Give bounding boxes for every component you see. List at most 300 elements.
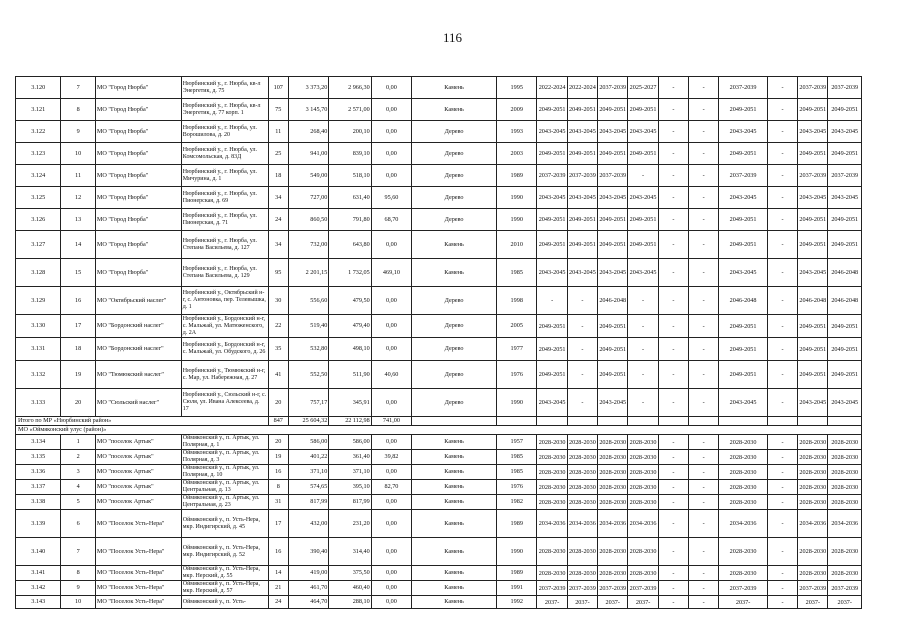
repair-period-cell: 2043-2045 [567,187,597,209]
sub-number-cell: 7 [61,77,95,99]
repair-period-cell: - [658,187,688,209]
repair-period-cell: 2049-2051 [828,143,862,165]
row-number-cell: 3.125 [16,187,61,209]
summary-total-label: Итого по МР «Нюрбинский район» [16,417,269,426]
repair-period-cell: 2046-2048 [828,259,862,287]
municipality-cell: МО "Бордонский наслег" [95,315,181,338]
row-number-cell: 3.134 [16,435,61,450]
living-area-cell: 791,80 [329,209,371,231]
sub-number-cell: 2 [61,450,95,465]
repair-period-cell: 2028-2030 [598,480,628,495]
repair-period-cell: 2043-2045 [628,121,658,143]
repair-period-cell: - [689,77,719,99]
repair-period-cell: 2049-2051 [828,361,862,389]
nonresidential-area-cell: 0,00 [371,338,411,361]
row-number-cell: 3.138 [16,495,61,510]
repair-period-cell: 2028-2030 [598,566,628,581]
repair-period-cell: 2049-2051 [798,143,828,165]
summary-empty-cell [497,417,537,426]
table-row [16,338,862,361]
table-row [16,566,862,581]
repair-period-cell: - [689,538,719,566]
repair-period-cell: - [658,510,688,538]
housing-table [15,76,862,609]
repair-period-cell: 2049-2051 [828,338,862,361]
wall-material-cell: Камень [412,435,497,450]
repair-period-cell: 2049-2051 [598,209,628,231]
repair-period-cell: 2028-2030 [798,450,828,465]
wall-material-cell: Камень [412,596,497,609]
repair-period-cell: 2043-2045 [598,121,628,143]
row-number-cell: 3.130 [16,315,61,338]
repair-period-cell: 2028-2030 [828,495,862,510]
repair-period-cell: - [658,480,688,495]
row-number-cell: 3.124 [16,165,61,187]
summary-nonresidential-area: 741,00 [371,417,411,426]
living-area-cell: 498,10 [329,338,371,361]
repair-period-cell: - [767,187,797,209]
sub-number-cell: 7 [61,538,95,566]
repair-period-cell: 2049-2051 [537,338,567,361]
repair-period-cell: 2049-2051 [798,315,828,338]
repair-period-cell: 2049-2051 [537,209,567,231]
living-area-cell: 479,40 [329,315,371,338]
table-row [16,435,862,450]
repair-period-cell: 2028-2030 [598,450,628,465]
count-cell: 34 [268,187,288,209]
table-row [16,121,862,143]
sub-number-cell: 10 [61,596,95,609]
address-cell: Оймяконский у., п. Усть-Нера, мкр. Нерский, д. 57 [181,581,268,596]
repair-period-cell: 2043-2045 [537,121,567,143]
repair-period-cell: 2049-2051 [798,338,828,361]
repair-period-cell: - [658,435,688,450]
repair-period-cell: 2028-2030 [628,435,658,450]
count-cell: 34 [268,231,288,259]
repair-period-cell: - [689,596,719,609]
repair-period-cell: - [628,361,658,389]
repair-period-cell: 2028-2030 [628,495,658,510]
address-cell: Оймяконский у., п. Артык, ул. Центральная, д. 13 [181,480,268,495]
total-area-cell: 532,80 [288,338,328,361]
repair-period-cell: - [767,538,797,566]
year-built-cell: 1990 [497,538,537,566]
address-cell: Оймяконский у., п. Артык, ул. Центральная, д. 23 [181,495,268,510]
nonresidential-area-cell: 0,00 [371,389,411,417]
repair-period-cell: 2028-2030 [828,465,862,480]
repair-period-cell: - [767,361,797,389]
repair-period-cell: 2037-2039 [537,581,567,596]
nonresidential-area-cell: 0,00 [371,231,411,259]
wall-material-cell: Дерево [412,389,497,417]
address-cell: Оймяконский у., п. Артык, ул. Полярная, д. 3 [181,450,268,465]
nonresidential-area-cell: 68,70 [371,209,411,231]
repair-period-cell: - [658,209,688,231]
repair-period-cell: - [689,435,719,450]
repair-period-cell: 2046-2048 [798,287,828,315]
repair-period-cell: 2028-2030 [828,480,862,495]
municipality-cell: МО "Город Нюрба" [95,143,181,165]
year-built-cell: 1985 [497,259,537,287]
repair-period-cell: 2028-2030 [598,465,628,480]
wall-material-cell: Камень [412,259,497,287]
nonresidential-area-cell: 0,00 [371,121,411,143]
repair-period-cell: - [567,287,597,315]
repair-period-cell: 2037-2039 [598,165,628,187]
sub-number-cell: 19 [61,361,95,389]
sub-number-cell: 9 [61,121,95,143]
sub-number-cell: 13 [61,209,95,231]
summary-empty-cell [767,417,797,426]
repair-period-cell: 2028-2030 [719,465,768,480]
year-built-cell: 1976 [497,480,537,495]
summary-empty-cell [598,417,628,426]
nonresidential-area-cell: 39,82 [371,450,411,465]
repair-period-cell: 2028-2030 [537,450,567,465]
repair-period-cell: 2037-2039 [598,77,628,99]
municipality-cell: МО "Город Нюрба" [95,231,181,259]
repair-period-cell: 2049-2051 [537,315,567,338]
year-built-cell: 2005 [497,315,537,338]
municipality-cell: МО "Поселок Усть-Нера" [95,510,181,538]
nonresidential-area-cell: 0,00 [371,495,411,510]
row-number-cell: 3.127 [16,231,61,259]
repair-period-cell: 2049-2051 [828,231,862,259]
municipality-cell: МО "Октябрьский наслег" [95,287,181,315]
row-number-cell: 3.141 [16,566,61,581]
sub-number-cell: 5 [61,495,95,510]
address-cell: Оймяконский у., п. Усть-Нера, мкр. Индигирский, д. 45 [181,510,268,538]
count-cell: 11 [268,121,288,143]
repair-period-cell: - [767,581,797,596]
repair-period-cell: - [689,259,719,287]
repair-period-cell: 2049-2051 [719,209,768,231]
year-built-cell: 1985 [497,465,537,480]
living-area-cell: 375,50 [329,566,371,581]
repair-period-cell: 2043-2045 [828,389,862,417]
repair-period-cell: 2049-2051 [598,99,628,121]
repair-period-cell: 2028-2030 [798,566,828,581]
sub-number-cell: 20 [61,389,95,417]
repair-period-cell: 2028-2030 [719,480,768,495]
total-area-cell: 464,70 [288,596,328,609]
living-area-cell: 460,40 [329,581,371,596]
living-area-cell: 200,10 [329,121,371,143]
repair-period-cell: - [658,99,688,121]
address-cell: Оймяконский у., п. Усть-Нера, мкр. Нерский, д. 55 [181,566,268,581]
wall-material-cell: Дерево [412,187,497,209]
repair-period-cell: 2043-2045 [719,121,768,143]
repair-period-cell: - [658,581,688,596]
total-area-cell: 757,17 [288,389,328,417]
address-cell: Нюрбинский у., Бордонский н-г, с. Мальжай, ул. Обудского, д. 26 [181,338,268,361]
repair-period-cell: 2049-2051 [828,209,862,231]
table-row [16,596,862,609]
municipality-cell: МО "Поселок Усть-Нера" [95,566,181,581]
table-row [16,231,862,259]
year-built-cell: 1976 [497,361,537,389]
total-area-cell: 2 201,15 [288,259,328,287]
living-area-cell: 361,40 [329,450,371,465]
sub-number-cell: 10 [61,143,95,165]
repair-period-cell: - [628,315,658,338]
municipality-cell: МО "поселок Артык" [95,435,181,450]
count-cell: 107 [268,77,288,99]
sub-number-cell: 17 [61,315,95,338]
row-number-cell: 3.143 [16,596,61,609]
repair-period-cell: - [689,581,719,596]
repair-period-cell: - [689,566,719,581]
wall-material-cell: Дерево [412,287,497,315]
nonresidential-area-cell: 0,00 [371,287,411,315]
summary-empty-cell [567,417,597,426]
repair-period-cell: - [658,143,688,165]
repair-period-cell: 2028-2030 [628,450,658,465]
year-built-cell: 1992 [497,596,537,609]
repair-period-cell: 2037-2039 [537,165,567,187]
total-area-cell: 556,60 [288,287,328,315]
nonresidential-area-cell: 40,60 [371,361,411,389]
repair-period-cell: 2049-2051 [719,338,768,361]
repair-period-cell: 2049-2051 [598,231,628,259]
repair-period-cell: 2049-2051 [828,315,862,338]
repair-period-cell: 2043-2045 [628,187,658,209]
repair-period-cell: 2028-2030 [628,480,658,495]
repair-period-cell: 2028-2030 [567,566,597,581]
housing-table-wrapper [15,76,862,609]
repair-period-cell: 2034-2036 [628,510,658,538]
repair-period-cell: 2028-2030 [719,435,768,450]
row-number-cell: 3.135 [16,450,61,465]
repair-period-cell: - [767,209,797,231]
repair-period-cell: - [689,121,719,143]
address-cell: Нюрбинский у., г. Нюрба, ул. Пионерская, д. 69 [181,187,268,209]
repair-period-cell: 2025-2027 [628,77,658,99]
repair-period-cell: - [567,338,597,361]
nonresidential-area-cell: 0,00 [371,435,411,450]
repair-period-cell: 2049-2051 [567,99,597,121]
repair-period-cell: 2049-2051 [719,361,768,389]
municipality-cell: МО "поселок Артык" [95,465,181,480]
address-cell: Нюрбинский у., г. Нюрба, ул. Мичурина, д. 1 [181,165,268,187]
repair-period-cell: - [658,566,688,581]
repair-period-cell: - [689,361,719,389]
repair-period-cell: - [689,480,719,495]
repair-period-cell: 2028-2030 [567,450,597,465]
total-area-cell: 941,00 [288,143,328,165]
living-area-cell: 314,40 [329,538,371,566]
address-cell: Нюрбинский у., г. Нюрба, ул. Ворошилова, д. 20 [181,121,268,143]
municipality-cell: МО "Город Нюрба" [95,99,181,121]
repair-period-cell: 2043-2045 [719,389,768,417]
wall-material-cell: Камень [412,495,497,510]
living-area-cell: 395,10 [329,480,371,495]
repair-period-cell: 2046-2048 [828,287,862,315]
wall-material-cell: Камень [412,480,497,495]
repair-period-cell: 2043-2045 [598,259,628,287]
wall-material-cell: Камень [412,538,497,566]
repair-period-cell: 2028-2030 [798,465,828,480]
municipality-cell: МО "Город Нюрба" [95,121,181,143]
table-row [16,361,862,389]
row-number-cell: 3.139 [16,510,61,538]
count-cell: 16 [268,538,288,566]
repair-period-cell: 2028-2030 [537,538,567,566]
repair-period-cell: 2028-2030 [719,495,768,510]
repair-period-cell: 2028-2030 [828,450,862,465]
summary-empty-cell [828,417,862,426]
year-built-cell: 1982 [497,495,537,510]
repair-period-cell: 2037-2039 [628,581,658,596]
repair-period-cell: - [767,450,797,465]
table-row [16,538,862,566]
repair-period-cell: 2043-2045 [719,259,768,287]
table-row [16,187,862,209]
table-row [16,510,862,538]
repair-period-cell: 2037-2039 [798,77,828,99]
address-cell: Нюрбинский у., г. Нюрба, ул. Комсомольская, д. 83Д [181,143,268,165]
repair-period-cell: 2028-2030 [828,566,862,581]
municipality-cell: МО "поселок Артык" [95,480,181,495]
repair-period-cell: - [658,121,688,143]
repair-period-cell: - [767,99,797,121]
total-area-cell: 586,00 [288,435,328,450]
living-area-cell: 371,10 [329,465,371,480]
row-number-cell: 3.120 [16,77,61,99]
row-number-cell: 3.131 [16,338,61,361]
address-cell: Нюрбинский у., г. Нюрба, ул. Степана Васильева, д. 127 [181,231,268,259]
summary-empty-cell [537,417,567,426]
municipality-cell: МО "Город Нюрба" [95,187,181,209]
summary-total-area: 25 604,32 [288,417,328,426]
total-area-cell: 574,65 [288,480,328,495]
repair-period-cell: 2037- [537,596,567,609]
repair-period-cell: 2049-2051 [628,231,658,259]
repair-period-cell: - [689,287,719,315]
summary-empty-cell [689,417,719,426]
repair-period-cell: 2049-2051 [798,231,828,259]
repair-period-cell: 2028-2030 [798,538,828,566]
repair-period-cell: 2043-2045 [719,187,768,209]
year-built-cell: 2003 [497,143,537,165]
repair-period-cell: 2028-2030 [537,566,567,581]
repair-period-cell: 2028-2030 [567,465,597,480]
table-row [16,315,862,338]
repair-period-cell: - [658,259,688,287]
count-cell: 8 [268,480,288,495]
count-cell: 24 [268,596,288,609]
total-area-cell: 419,00 [288,566,328,581]
repair-period-cell: 2049-2051 [537,99,567,121]
table-row [16,143,862,165]
repair-period-cell: 2034-2036 [798,510,828,538]
repair-period-cell: - [658,495,688,510]
count-cell: 22 [268,315,288,338]
repair-period-cell: 2028-2030 [628,465,658,480]
repair-period-cell: 2028-2030 [598,538,628,566]
table-row [16,495,862,510]
page-number: 116 [442,30,463,45]
count-cell: 16 [268,465,288,480]
repair-period-cell: - [767,231,797,259]
summary-empty-cell [798,417,828,426]
row-number-cell: 3.123 [16,143,61,165]
living-area-cell: 288,10 [329,596,371,609]
repair-period-cell: 2049-2051 [567,231,597,259]
repair-period-cell: 2043-2045 [598,187,628,209]
living-area-cell: 511,90 [329,361,371,389]
wall-material-cell: Дерево [412,361,497,389]
summary-total-row [16,417,862,426]
nonresidential-area-cell: 0,00 [371,315,411,338]
repair-period-cell: 2037- [598,596,628,609]
repair-period-cell: - [689,315,719,338]
table-row [16,480,862,495]
count-cell: 75 [268,99,288,121]
repair-period-cell: - [658,77,688,99]
total-area-cell: 461,70 [288,581,328,596]
table-row [16,287,862,315]
sub-number-cell: 6 [61,510,95,538]
summary-total-count: 847 [268,417,288,426]
wall-material-cell: Дерево [412,165,497,187]
total-area-cell: 860,50 [288,209,328,231]
repair-period-cell: 2034-2036 [537,510,567,538]
repair-period-cell: 2028-2030 [598,435,628,450]
living-area-cell: 817,99 [329,495,371,510]
repair-period-cell: 2043-2045 [628,259,658,287]
wall-material-cell: Камень [412,465,497,480]
repair-period-cell: - [767,165,797,187]
repair-period-cell: 2028-2030 [719,566,768,581]
repair-period-cell: 2037-2039 [828,581,862,596]
repair-period-cell: - [658,165,688,187]
repair-period-cell: 2028-2030 [719,538,768,566]
repair-period-cell: 2037-2039 [798,581,828,596]
repair-period-cell: 2049-2051 [719,231,768,259]
repair-period-cell: 2037- [628,596,658,609]
repair-period-cell: - [767,259,797,287]
repair-period-cell: 2043-2045 [537,187,567,209]
count-cell: 20 [268,389,288,417]
repair-period-cell: 2037- [719,596,768,609]
repair-period-cell: - [689,187,719,209]
repair-period-cell: - [767,315,797,338]
sub-number-cell: 1 [61,435,95,450]
table-row [16,389,862,417]
count-cell: 20 [268,435,288,450]
total-area-cell: 268,40 [288,121,328,143]
row-number-cell: 3.140 [16,538,61,566]
repair-period-cell: - [689,495,719,510]
repair-period-cell: 2037- [828,596,862,609]
sub-number-cell: 8 [61,99,95,121]
total-area-cell: 3 145,70 [288,99,328,121]
repair-period-cell: 2037-2039 [798,165,828,187]
living-area-cell: 231,20 [329,510,371,538]
living-area-cell: 631,40 [329,187,371,209]
repair-period-cell: - [658,596,688,609]
nonresidential-area-cell: 469,10 [371,259,411,287]
nonresidential-area-cell: 82,70 [371,480,411,495]
table-body [16,77,862,609]
sub-number-cell: 16 [61,287,95,315]
repair-period-cell: - [628,287,658,315]
repair-period-cell: - [767,389,797,417]
row-number-cell: 3.142 [16,581,61,596]
address-cell: Оймяконский у., п. Артык, ул. Полярная, д. 1 [181,435,268,450]
count-cell: 25 [268,143,288,165]
